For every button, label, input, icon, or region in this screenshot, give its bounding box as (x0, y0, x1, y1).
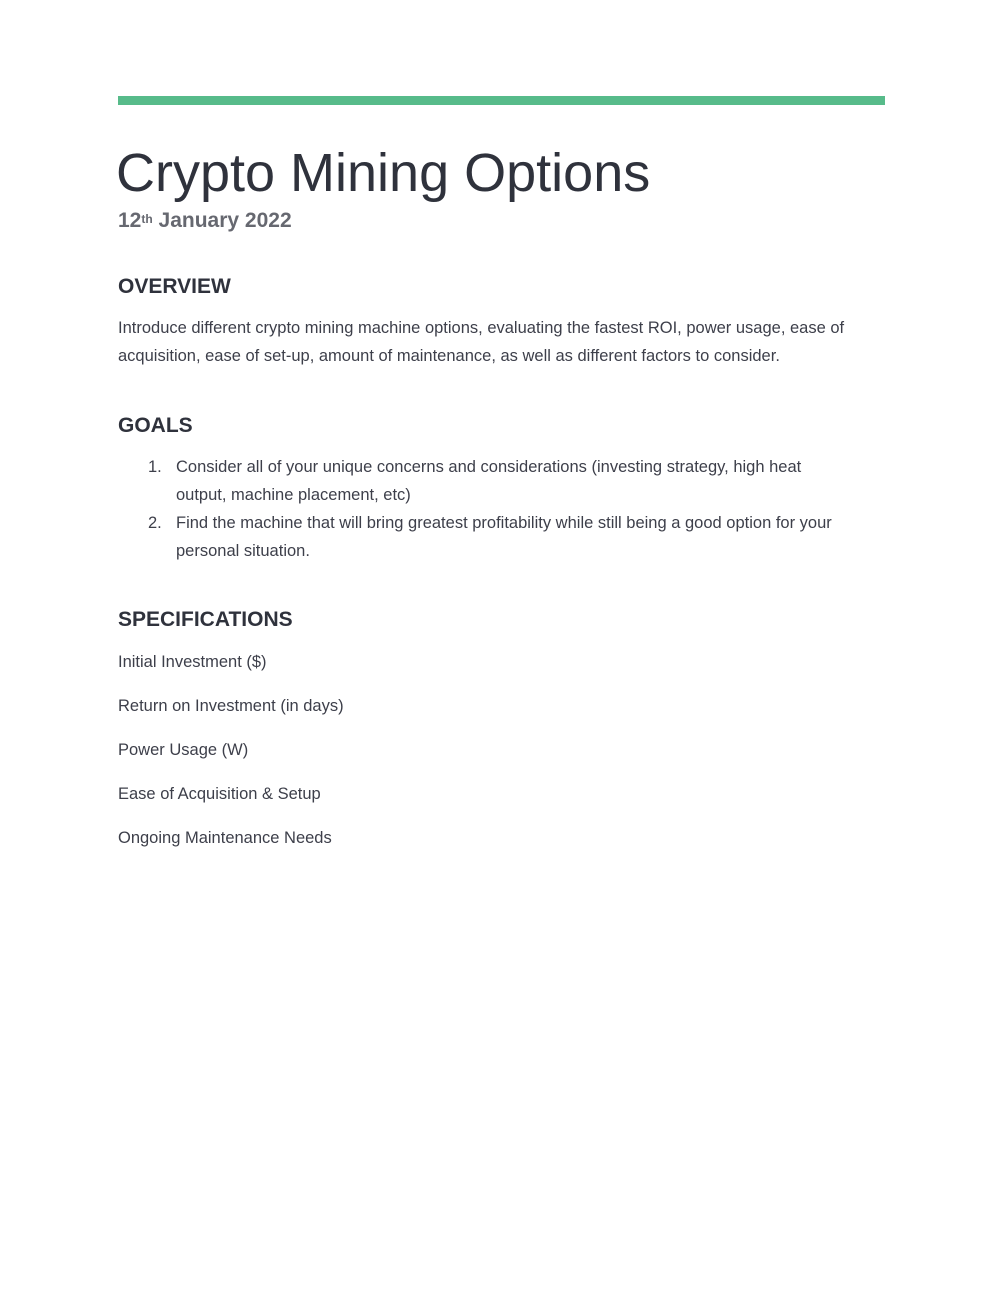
goal-item-2 (118, 509, 856, 565)
overview-text: Introduce different crypto mining machine options, evaluating the fastest ROI, power usage, ease of acquisition, ease of set-up, amount of maintenance, as well as different factors to consider. (118, 319, 845, 365)
spec-item-power-usage: Power Usage (W) (118, 741, 249, 759)
document-title: Crypto Mining Options (116, 143, 651, 203)
spec-item-initial-investment: Initial Investment ($) (118, 653, 267, 671)
spec-item-maintenance: Ongoing Maintenance Needs (118, 829, 332, 847)
spec-item-ease-of-acquisition: Ease of Acquisition & Setup (118, 785, 321, 803)
goals-list (118, 453, 888, 565)
accent-bar (118, 96, 885, 105)
date-suffix: th (141, 212, 153, 226)
goal-text: Find the machine that will bring greatest profitability while still being a good option for your personal situation. (176, 514, 832, 560)
spec-item-roi: Return on Investment (in days) (118, 697, 344, 715)
goal-number: 1. (148, 458, 162, 476)
date-day: 12 (118, 209, 142, 232)
goal-text: Consider all of your unique concerns and considerations (investing strategy, high heat output, machine placement, etc) (176, 458, 802, 504)
overview-heading: OVERVIEW (118, 275, 231, 298)
specifications-heading: SPECIFICATIONS (118, 608, 293, 631)
date-rest: January 2022 (152, 209, 292, 232)
goal-number: 2. (148, 514, 162, 532)
goals-heading: GOALS (118, 414, 193, 437)
document-date (118, 207, 292, 235)
goal-item-1 (118, 453, 856, 509)
